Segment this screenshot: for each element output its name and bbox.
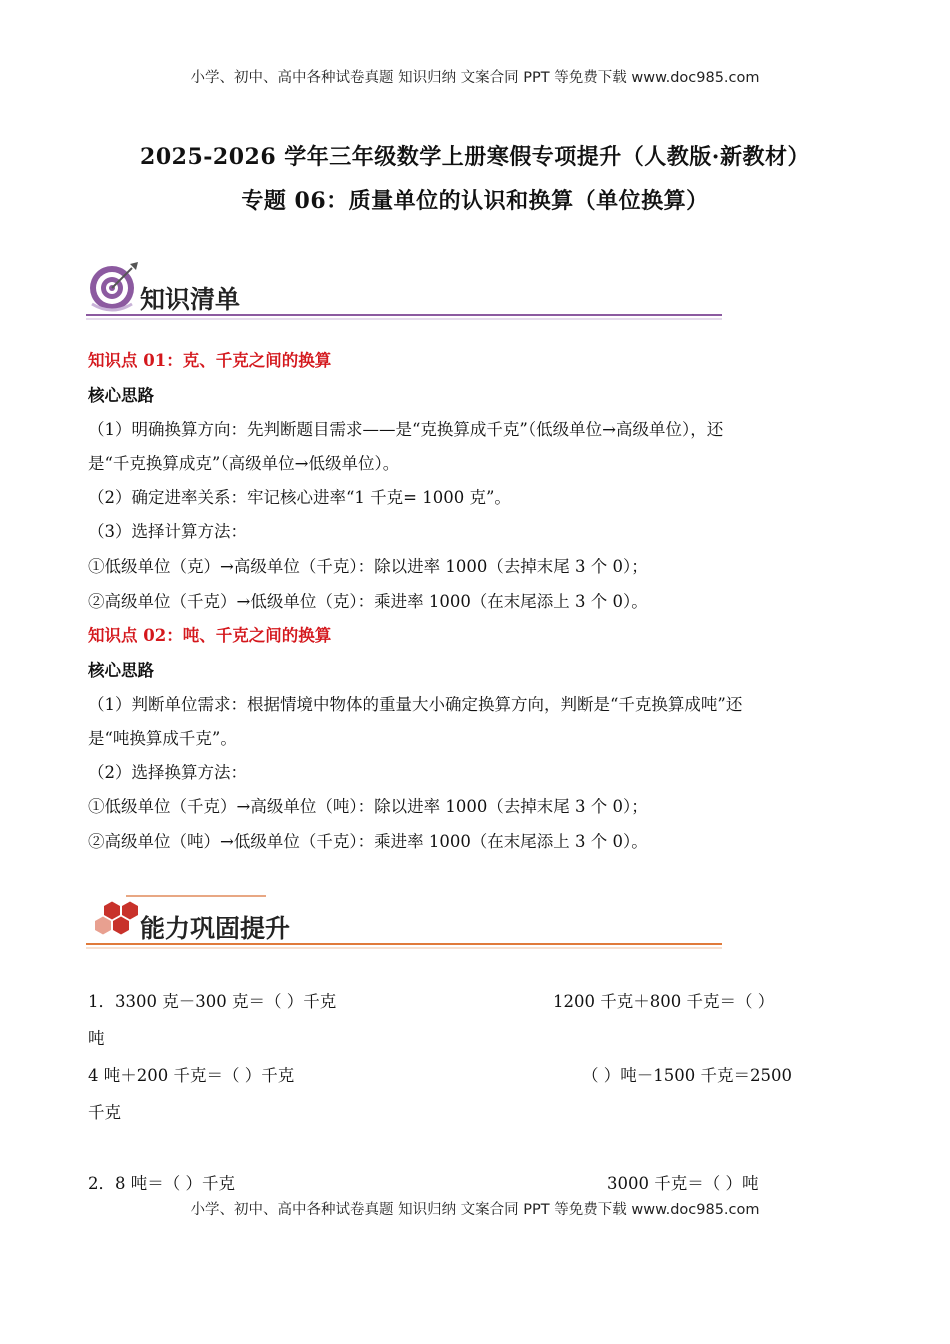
q1-item-a: 1．3300 克－300 克＝（ ）千克 — [88, 992, 337, 1011]
kp1-line: ②高级单位（千克）→低级单位（克）：乘进率 1000（在末尾添上 3 个 0）。 — [88, 592, 648, 611]
kp2-line: ①低级单位（千克）→高级单位（吨）：除以进率 1000（去掉末尾 3 个 0）； — [88, 797, 648, 816]
knowledge-point-2-title: 知识点 02：吨、千克之间的换算 — [88, 626, 332, 645]
kp2-line: ②高级单位（吨）→低级单位（千克）：乘进率 1000（在末尾添上 3 个 0）。 — [88, 832, 648, 851]
page-footer: 小学、初中、高中各种试卷真题 知识归纳 文案合同 PPT 等免费下载 www.doc985.com — [190, 1202, 760, 1218]
kp1-line: 是“千克换算成克”（高级单位→低级单位）。 — [88, 454, 400, 473]
q2-item-a: 2．8 吨＝（ ）千克 — [88, 1174, 235, 1193]
q1-item-b: 1200 千克＋800 千克＝（ ） — [553, 992, 775, 1011]
core-idea-label-2: 核心思路 — [88, 661, 154, 680]
kp1-line: （2）确定进率关系：牢记核心进率“1 千克= 1000 克”。 — [88, 488, 511, 507]
section-banner-practice — [86, 892, 726, 962]
kp1-line: ①低级单位（克）→高级单位（千克）：除以进率 1000（去掉末尾 3 个 0）； — [88, 557, 648, 576]
kp2-line: （2）选择换算方法： — [88, 763, 247, 782]
document-subtitle: 专题 06：质量单位的认识和换算（单位换算） — [241, 188, 709, 214]
q2-item-b: 3000 千克＝（ ）吨 — [607, 1174, 759, 1193]
core-idea-label-1: 核心思路 — [88, 386, 154, 405]
kp2-line: （1）判断单位需求：根据情境中物体的重量大小确定换算方向，判断是“千克换算成吨”还 — [88, 695, 743, 714]
kp1-line: （1）明确换算方向：先判断题目需求——是“克换算成千克”（低级单位→高级单位），还 — [88, 420, 724, 439]
section-banner-knowledge — [86, 258, 726, 338]
section-title-practice: 能力巩固提升 — [140, 914, 291, 943]
kp2-line: 是“吨换算成千克”。 — [88, 729, 237, 748]
section-title-knowledge: 知识清单 — [140, 285, 241, 314]
document-title: 2025-2026 学年三年级数学上册寒假专项提升（人教版·新教材） — [140, 144, 810, 170]
knowledge-point-1-title: 知识点 01：克、千克之间的换算 — [88, 351, 332, 370]
q1-item-d-unit: 千克 — [88, 1103, 121, 1122]
q1-item-d: （ ）吨－1500 千克＝2500 — [582, 1066, 792, 1085]
q1-item-c: 4 吨＋200 千克＝（ ）千克 — [88, 1066, 295, 1085]
kp1-line: （3）选择计算方法： — [88, 522, 247, 541]
q1-item-b-unit: 吨 — [88, 1029, 105, 1048]
page-header: 小学、初中、高中各种试卷真题 知识归纳 文案合同 PPT 等免费下载 www.doc985.com — [190, 70, 760, 86]
